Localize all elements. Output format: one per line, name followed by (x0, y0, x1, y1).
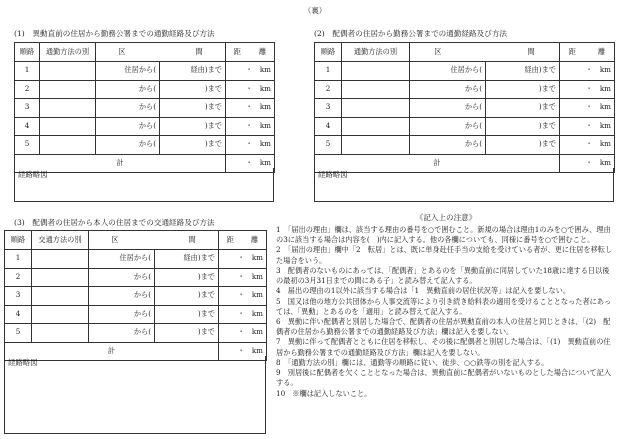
row-no: 2 (315, 80, 342, 99)
row-no: 3 (5, 287, 32, 306)
distance-cell[interactable]: ・ km (226, 117, 275, 136)
via-cell: )まで (486, 136, 560, 155)
row-no: 3 (315, 99, 342, 118)
row-no: 2 (15, 80, 40, 99)
note-item: 1 「届出の理由」欄は、該当する理由の番号を○で囲むこと。新規の場合は理由1のみを○で囲み、理由の3に該当する場合は内容を( )内に記入する。他の各欄についても、同様に番号を○で囲むこと。 (276, 225, 611, 245)
from-cell: 住居から( (410, 62, 486, 81)
header-section: 区 間 (89, 231, 219, 250)
via-cell: )まで (160, 117, 226, 136)
note-item: 8 「通勤方法の別」欄には、通勤等の順路に従い、徒歩、○○鉄等の別を記入する。 (276, 357, 549, 367)
method-cell[interactable] (32, 324, 89, 343)
total-label: 計 (5, 342, 219, 361)
method-cell[interactable] (342, 62, 410, 81)
distance-cell[interactable]: ・ km (219, 268, 267, 287)
from-cell: から( (89, 305, 155, 324)
from-cell: から( (89, 324, 155, 343)
notes-title: 《記入上の注意》 (415, 213, 477, 222)
map-label: 経路略図 (18, 170, 48, 179)
via-cell: )まで (160, 99, 226, 118)
section-1-title: (1) 異動直前の住居から勤務公署までの通勤経路及び方法 (14, 29, 215, 38)
distance-cell[interactable]: ・ km (219, 324, 267, 343)
route-table-2 (314, 42, 615, 173)
note-item: 4 届出の理由の1以外に該当する場合は「1 異動直前の居住状況等」は記入を要しない。 (276, 286, 571, 296)
distance-cell[interactable]: ・ km (219, 250, 267, 269)
row-no: 1 (15, 62, 40, 81)
method-cell[interactable] (342, 80, 410, 99)
via-cell: )まで (486, 80, 560, 99)
route-table-1 (14, 42, 275, 173)
distance-cell[interactable]: ・ km (560, 80, 615, 99)
distance-cell[interactable]: ・ km (560, 117, 615, 136)
from-cell: から( (89, 287, 155, 306)
method-cell[interactable] (32, 305, 89, 324)
distance-cell[interactable]: ・ km (219, 305, 267, 324)
row-no: 1 (315, 62, 342, 81)
map-label: 経路略図 (8, 358, 38, 367)
distance-cell[interactable]: ・ km (226, 99, 275, 118)
page-marker: （裏） (303, 6, 327, 15)
method-cell[interactable] (342, 117, 410, 136)
from-cell: 住居から( (96, 62, 160, 81)
from-cell: から( (410, 117, 486, 136)
via-cell: )まで (486, 99, 560, 118)
from-cell: から( (89, 268, 155, 287)
method-cell[interactable] (342, 99, 410, 118)
header-order: 順路 (315, 43, 342, 62)
distance-cell[interactable]: ・ km (226, 136, 275, 155)
row-no: 5 (15, 136, 40, 155)
header-distance: 距 離 (226, 43, 275, 62)
header-section: 区 間 (96, 43, 226, 62)
method-cell[interactable] (40, 117, 96, 136)
from-cell: 住居から( (89, 250, 155, 269)
via-cell: )まで (160, 80, 226, 99)
note-item: 9 別居後に配偶者を欠くこととなった場合は、異動直前に配偶者がいないものとした場合について記入する。 (276, 368, 612, 388)
via-cell: 経由)まで (160, 62, 226, 81)
header-method: 交通方法の別 (32, 231, 89, 250)
route-table-3 (4, 230, 267, 361)
method-cell[interactable] (40, 62, 96, 81)
row-no: 5 (315, 136, 342, 155)
row-no: 3 (15, 99, 40, 118)
header-distance: 距 離 (219, 231, 267, 250)
note-item: 7 異動に伴って配偶者とともに住居を移転し、その後に配偶者と別居した場合は、「(1) 異動直前の住居から勤務公署までの通勤経路及び方法」欄は記入を要しない。 (276, 337, 611, 357)
from-cell: から( (96, 99, 160, 118)
row-no: 4 (315, 117, 342, 136)
section-2-title: (2) 配偶者の住居から勤務公署までの通勤経路及び方法 (314, 29, 508, 38)
from-cell: から( (96, 136, 160, 155)
via-cell: )まで (155, 268, 219, 287)
from-cell: から( (96, 117, 160, 136)
header-method: 通勤方法の別 (40, 43, 96, 62)
via-cell: )まで (160, 136, 226, 155)
row-no: 4 (5, 305, 32, 324)
row-no: 4 (15, 117, 40, 136)
via-cell: 経由)まで (486, 62, 560, 81)
method-cell[interactable] (40, 80, 96, 99)
row-no: 2 (5, 268, 32, 287)
notes-list (276, 225, 616, 399)
method-cell[interactable] (40, 136, 96, 155)
distance-cell[interactable]: ・ km (560, 62, 615, 81)
via-cell: )まで (155, 324, 219, 343)
total-label: 計 (315, 154, 560, 173)
note-item: 5 国又は他の地方公共団体から人事交流等により引き続き給料表の適用を受けることとなった者にあっては、「異動」とあるのを「適用」と読み替えて記入する。 (276, 296, 612, 316)
header-distance: 距 離 (560, 43, 615, 62)
route-map-2[interactable] (314, 168, 614, 202)
method-cell[interactable] (32, 287, 89, 306)
distance-cell[interactable]: ・ km (560, 136, 615, 155)
header-order: 順路 (5, 231, 32, 250)
total-distance[interactable]: ・ km (226, 154, 275, 173)
route-map-1[interactable] (14, 168, 274, 202)
note-item: 2 「届出の理由」欄中「2 転居」とは、既に単身赴任手当の支給を受けている者が、更に住居を移転した場合をいう。 (276, 245, 613, 265)
method-cell[interactable] (342, 136, 410, 155)
from-cell: から( (410, 80, 486, 99)
from-cell: から( (410, 136, 486, 155)
map-label: 経路略図 (318, 170, 348, 179)
via-cell: )まで (155, 287, 219, 306)
via-cell: 経由)まで (155, 250, 219, 269)
method-cell[interactable] (32, 268, 89, 287)
section-3-title: (3) 配偶者の住居から本人の住居までの交通経路及び方法 (14, 218, 215, 227)
row-no: 5 (5, 324, 32, 343)
header-section: 区 間 (410, 43, 560, 62)
via-cell: )まで (486, 117, 560, 136)
distance-cell[interactable]: ・ km (560, 99, 615, 118)
route-map-3[interactable] (4, 356, 266, 434)
total-distance[interactable]: ・ km (219, 342, 267, 361)
header-method: 通勤方法の別 (342, 43, 410, 62)
note-item: 3 配偶者のないものにあっては、「配偶者」とあるのを「異動直前に同居していた18歳に達する日以後の最初の3月31日までの間にある子」と読み替えて記入する。 (276, 265, 610, 286)
via-cell: )まで (155, 305, 219, 324)
distance-cell[interactable]: ・ km (226, 80, 275, 99)
total-label: 計 (15, 154, 226, 173)
method-cell[interactable] (32, 250, 89, 269)
note-item: 10 ※欄は記入しないこと。 (276, 388, 372, 398)
distance-cell[interactable]: ・ km (219, 287, 267, 306)
from-cell: から( (96, 80, 160, 99)
row-no: 1 (5, 250, 32, 269)
note-item: 6 異動に伴い配偶者と別居した場合で、配偶者の住居が異動直前の本人の住居と同じときは、「(2) 配偶者の住居から勤務公署までの通勤経路及び方法」欄は記入を要しない。 (276, 316, 611, 337)
from-cell: から( (410, 99, 486, 118)
header-order: 順路 (15, 43, 40, 62)
distance-cell[interactable]: ・ km (226, 62, 275, 81)
total-distance[interactable]: ・ km (560, 154, 615, 173)
method-cell[interactable] (40, 99, 96, 118)
